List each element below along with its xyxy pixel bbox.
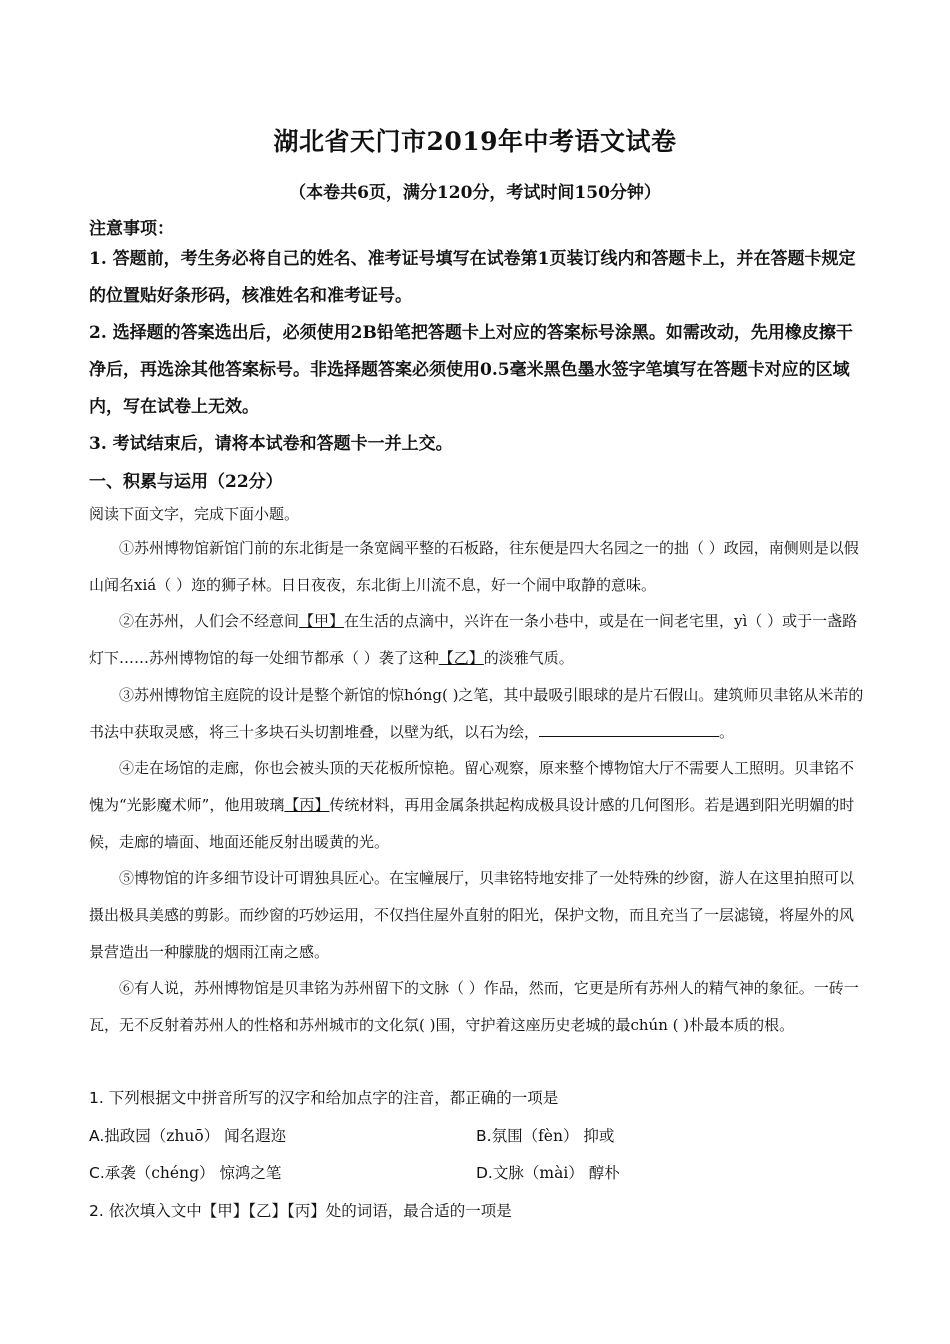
option-a-text: 拙政园（zhuō） 闻名遐迩 — [104, 1127, 287, 1145]
question-1-option-c[interactable] — [89, 1161, 281, 1183]
question-2-text: 依次填入文中【甲】【乙】【丙】处的词语，最合适的一项是 — [108, 1202, 512, 1220]
note-item-1: 1. 答题前，考生务必将自己的姓名、准考证号填写在试卷第1页装订线内和答题卡上，并在答题卡规定的位置贴好条形码，核准姓名和准考证号。 — [89, 249, 856, 306]
page-subtitle: （本卷共6页，满分120分，考试时间150分钟） — [289, 183, 661, 203]
paragraph-4-text-b: 传统材料，再用金属条拱起构成极具设计感的几何图形。若是遇到阳光明媚的时候，走廊的墙面、地面还能反射出暖黄的光。 — [89, 796, 855, 851]
section-heading: 一、积累与运用（22分） — [89, 472, 283, 492]
section-intro: 阅读下面文字，完成下面小题。 — [89, 505, 300, 523]
question-2 — [89, 1199, 512, 1221]
question-1-option-b[interactable] — [476, 1124, 614, 1146]
passage-paragraph-1: ①苏州博物馆新馆门前的东北街是一条宽阔平整的石板路，往东便是四大名园之一的拙（ ）政园，南侧则是以假山闻名xiá（ ）迩的狮子林。日日夜夜，东北街上川流不息，好一个闹中取静的意味。 — [89, 539, 859, 594]
passage-paragraph-6: ⑥有人说，苏州博物馆是贝聿铭为苏州留下的文脉（ ）作品，然而，它更是所有苏州人的精气神的象征。一砖一瓦，无不反射着苏州人的性格和苏州城市的文化氛( )围，守护着这座历史老城的最chún ( )朴最本质的根。 — [89, 979, 859, 1034]
question-1-option-d[interactable] — [476, 1161, 620, 1183]
paragraph-4-text-a: ④走在场馆的走廊，你也会被头顶的天花板所惊艳。留心观察，原来整个博物馆大厅不需要人工照明。贝聿铭不愧为“光影魔术师”，他用玻璃 — [89, 759, 855, 814]
question-2-number: 2. — [89, 1202, 104, 1220]
notes-heading: 注意事项： — [89, 219, 174, 239]
paragraph-2-text-a: ②在苏州，人们会不经意间 — [119, 612, 300, 630]
option-d-letter: D. — [476, 1164, 493, 1182]
question-1-number: 1. — [89, 1089, 104, 1107]
blank-jia: 【甲】 — [299, 612, 345, 630]
page-title: 湖北省天门市2019年中考语文试卷 — [273, 127, 677, 156]
option-b-text: 氛围（fèn） 抑或 — [491, 1127, 615, 1145]
option-c-text: 承袭（chéng） 惊鸿之笔 — [104, 1164, 282, 1182]
note-item-2: 2. 选择题的答案选出后，必须使用2B铅笔把答题卡上对应的答案标号涂黑。如需改动，先用橡皮擦干净后，再选涂其他答案标号。非选择题答案必须使用0.5毫米黑色墨水签字笔填写在答题卡对应的区域内，写在试卷上无效。 — [89, 323, 853, 417]
option-a-letter: A. — [89, 1127, 105, 1145]
question-1 — [89, 1086, 558, 1108]
answer-blank — [539, 720, 719, 737]
question-1-option-a[interactable] — [89, 1124, 286, 1146]
option-b-letter: B. — [476, 1127, 492, 1145]
note-item-3: 3. 考试结束后，请将本试卷和答题卡一并上交。 — [89, 434, 453, 454]
paragraph-2-text-b: 在生活的点滴中，兴许在一条小巷中，或是在一间老宅里，yì（ ）或于一盏路灯下……苏州博物馆的每一处细节都承（ ）袭了这种 — [89, 612, 858, 667]
option-c-letter: C. — [89, 1164, 105, 1182]
blank-bing: 【丙】 — [284, 796, 330, 814]
passage-paragraph-3 — [89, 677, 864, 751]
paragraph-3-text: ③苏州博物馆主庭院的设计是整个新馆的惊hóng( )之笔，其中最吸引眼球的是片石假山。建筑师贝聿铭从米芾的书法中获取灵感，将三十多块石头切割堆叠，以壁为纸，以石为绘， — [89, 686, 864, 741]
option-d-text: 文脉（mài） 醇朴 — [492, 1164, 620, 1182]
question-1-text: 下列根据文中拼音所写的汉字和给加点字的注音，都正确的一项是 — [108, 1089, 559, 1107]
passage-paragraph-4 — [89, 750, 864, 861]
blank-yi: 【乙】 — [438, 649, 484, 667]
paragraph-2-text-c: 的淡雅气质。 — [483, 649, 574, 667]
passage-paragraph-2 — [89, 603, 864, 677]
paragraph-3-end: 。 — [719, 723, 735, 741]
passage-paragraph-5: ⑤博物馆的许多细节设计可谓独具匠心。在宝幢展厅，贝聿铭特地安排了一处特殊的纱窗，游人在这里拍照可以摄出极具美感的剪影。而纱窗的巧妙运用，不仅挡住屋外直射的阳光，保护文物，而且充当了一层滤镜，将屋外的风景营造出一种朦胧的烟雨江南之感。 — [89, 869, 855, 961]
